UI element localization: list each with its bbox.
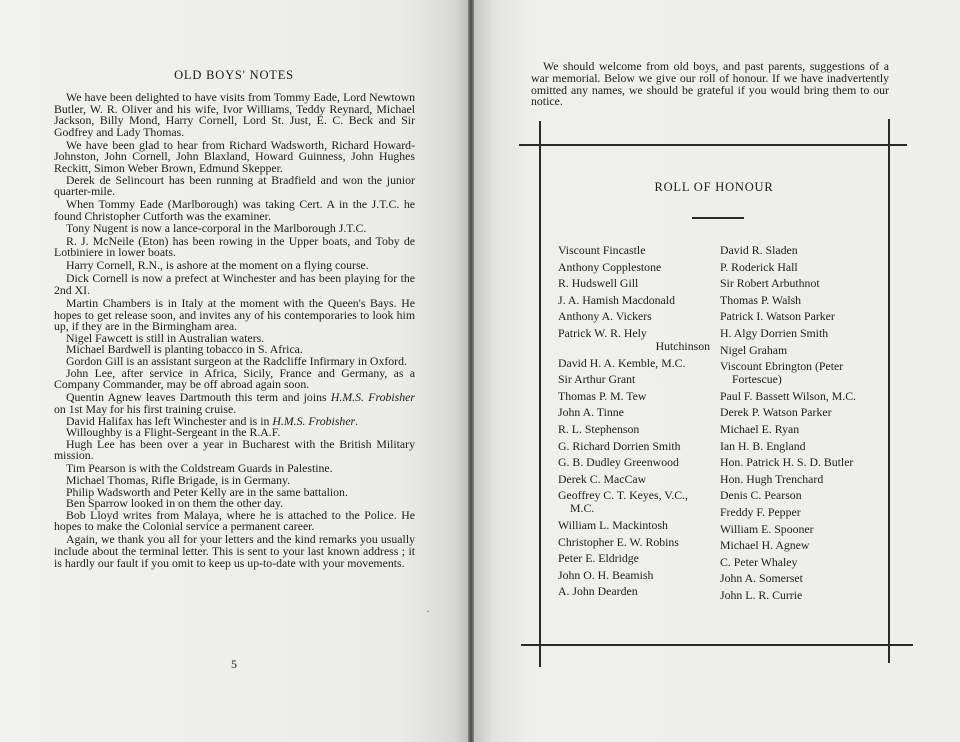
page-number: 5 xyxy=(231,657,237,671)
roll-name: J. A. Hamish Macdonald xyxy=(558,292,675,307)
note-paragraph: When Tommy Eade (Marlborough) was taking Cert. A in the J.T.C. he found Christopher Cutforth was the examiner. xyxy=(54,197,415,223)
roll-name: A. John Dearden xyxy=(558,584,638,599)
note-paragraph: Gordon Gill is an assistant surgeon at the Radcliffe Infirmary in Oxford. xyxy=(66,354,407,369)
roll-name: Peter E. Eldridge xyxy=(558,551,639,566)
roll-name: Anthony A. Vickers xyxy=(558,309,652,324)
roll-name-continuation: Fortescue) xyxy=(732,372,782,387)
old-boys-notes-body xyxy=(54,92,415,569)
note-paragraph: Nigel Fawcett is still in Australian waters. xyxy=(66,330,265,345)
note-paragraph: R. J. McNeile (Eton) has been rowing in the Upper boats, and Toby de Lotbiniere in lower boats. xyxy=(54,233,415,260)
roll-name: Patrick I. Watson Parker xyxy=(720,309,835,324)
roll-name: Paul F. Bassett Wilson, M.C. xyxy=(720,388,857,403)
left-page xyxy=(0,0,468,742)
note-paragraph: Hugh Lee has been over a year in Bucharest with the British Military mission. xyxy=(54,436,415,463)
roll-name-line: Viscount Ebrington (Peter xyxy=(720,359,844,374)
note-paragraph: Michael Thomas, Rifle Brigade, is in Germany. xyxy=(66,473,291,487)
stray-ink-mark: · xyxy=(426,606,430,618)
roll-name-line: Patrick W. R. Hely xyxy=(558,325,647,340)
roll-name: David H. A. Kemble, M.C. xyxy=(558,355,686,370)
roll-name: Hon. Patrick H. S. D. Butler xyxy=(720,455,854,470)
roll-name: G. Richard Dorrien Smith xyxy=(558,438,681,453)
note-paragraph: Tim Pearson is with the Coldstream Guards in Palestine. xyxy=(66,461,333,476)
roll-name: John L. R. Currie xyxy=(720,587,803,602)
roll-name: Nigel Graham xyxy=(720,342,788,357)
halifax-text-before: David Halifax has left Winchester and is in xyxy=(66,413,273,428)
roll-name: Ian H. B. England xyxy=(720,438,806,453)
roll-of-honour-title: ROLL OF HONOUR xyxy=(654,180,774,194)
roll-names-left-column xyxy=(558,244,710,602)
note-paragraph: Harry Cornell, R.N., is ashore at the moment on a flying course. xyxy=(66,258,369,273)
roll-name: Derek C. MacCaw xyxy=(558,471,647,486)
roll-name: Michael E. Ryan xyxy=(720,421,800,436)
note-paragraph: John Lee, after service in Africa, Sicily, France and Germany, as a Company Commander, may be off abroad again soon. xyxy=(54,365,415,392)
note-paragraph: Derek de Selincourt has been running at Bradfield and won the junior quarter-mile. xyxy=(54,172,415,199)
roll-name: Denis C. Pearson xyxy=(720,488,802,503)
roll-name: Derek P. Watson Parker xyxy=(720,405,832,420)
border-rule-top xyxy=(519,144,907,146)
ship-name: H.M.S. Frobisher xyxy=(272,413,356,428)
roll-name-line: Geoffrey C. T. Keyes, V.C., xyxy=(558,488,688,503)
roll-name: H. Algy Dorrien Smith xyxy=(720,325,829,340)
roll-name: John A. Tinne xyxy=(558,405,624,420)
ship-name: H.M.S. Frobisher xyxy=(330,390,415,405)
roll-name: R. Hudswell Gill xyxy=(558,276,639,291)
roll-name: John A. Somerset xyxy=(720,571,803,586)
agnew-text-after: on 1st May for his first training cruise. xyxy=(54,401,237,416)
roll-name: R. L. Stephenson xyxy=(558,421,640,436)
title-underline-rule xyxy=(692,217,744,219)
border-rule-right xyxy=(888,119,890,663)
halifax-text-after: . xyxy=(355,413,359,428)
roll-name: Thomas P. Walsh xyxy=(720,292,802,307)
roll-name-continuation: Hutchinson xyxy=(655,338,710,353)
border-rule-bottom xyxy=(521,644,913,646)
note-paragraph: Bob Lloyd writes from Malaya, where he is attached to the Police. He hopes to make the Colonial service a permanent career. xyxy=(54,507,415,534)
note-paragraph: Michael Bardwell is planting tobacco in S. Africa. xyxy=(66,342,303,357)
roll-name xyxy=(720,360,880,386)
roll-name: William E. Spooner xyxy=(720,521,814,536)
note-paragraph: Ben Sparrow looked in on them the other day. xyxy=(66,496,284,511)
note-paragraph: Dick Cornell is now a prefect at Winchester and has been playing for the 2nd XI. xyxy=(54,271,415,297)
roll-name: Anthony Copplestone xyxy=(558,259,662,274)
note-paragraph: We have been glad to hear from Richard Wadsworth, Richard Howard-Johnston, John Cornell, John Blaxland, Howard Guinness, John Hughes Reckitt, Simon Weber Brown, Edmund Skepper. xyxy=(54,137,415,176)
roll-name: P. Roderick Hall xyxy=(720,259,798,274)
war-memorial-paragraph xyxy=(531,61,889,108)
roll-name: C. Peter Whaley xyxy=(720,554,798,569)
note-paragraph: We have been delighted to have visits from Tommy Eade, Lord Newtown Butler, W. R. Oliver and his wife, Ivor Williams, Teddy Reynard, Michael Jackson, Billy Mond, Harry Cornell, Lord St. Just, E. C. Beck and Sir Godfrey and Lady Thomas. xyxy=(54,90,415,139)
old-boys-notes-title: OLD BOYS' NOTES xyxy=(174,68,294,82)
roll-name: G. B. Dudley Greenwood xyxy=(558,455,679,470)
agnew-text-before: Quentin Agnew leaves Dartmouth this term and joins xyxy=(66,390,331,405)
roll-name: Michael H. Agnew xyxy=(720,538,810,553)
roll-name: Hon. Hugh Trenchard xyxy=(720,471,824,486)
roll-name: Freddy F. Pepper xyxy=(720,504,801,519)
border-rule-left xyxy=(539,121,541,667)
memorial-text: We should welcome from old boys, and past parents, suggestions of a war memorial. Below we give our roll of honour. If we have inadvertently omitted any names, we should be grateful if you would bring them to our notice. xyxy=(531,59,889,109)
roll-name xyxy=(558,327,710,353)
roll-name: David R. Sladen xyxy=(720,243,798,257)
note-paragraph: Martin Chambers is in Italy at the moment with the Queen's Bays. He hopes to get release soon, and invites any of his contemporaries to look him up, if they are in the Birmingham area. xyxy=(54,296,415,334)
roll-names-right-column xyxy=(720,244,880,605)
roll-name: Sir Arthur Grant xyxy=(558,372,636,387)
roll-name: Thomas P. M. Tew xyxy=(558,388,647,403)
roll-name: Sir Robert Arbuthnot xyxy=(720,276,820,291)
note-paragraph-agnew xyxy=(54,392,415,415)
roll-name-continuation: M.C. xyxy=(570,501,595,516)
note-paragraph: Philip Wadsworth and Peter Kelly are in the same battalion. xyxy=(66,484,348,499)
roll-name xyxy=(558,489,710,515)
note-paragraph: Tony Nugent is now a lance-corporal in the Marlborough J.T.C. xyxy=(66,220,367,235)
roll-name: Viscount Fincastle xyxy=(558,243,646,257)
note-paragraph: Willoughby is a Flight-Sergeant in the R.A.F. xyxy=(66,425,281,440)
roll-name: John O. H. Beamish xyxy=(558,567,654,582)
note-paragraph: Again, we thank you all for your letters and the kind remarks you usually include about the terminal letter. This is sent to your last known address ; it is hardly our fault if you omit to keep us up-to-date with your movements. xyxy=(54,532,415,570)
roll-name: William L. Mackintosh xyxy=(558,517,668,532)
roll-name: Christopher E. W. Robins xyxy=(558,534,679,549)
